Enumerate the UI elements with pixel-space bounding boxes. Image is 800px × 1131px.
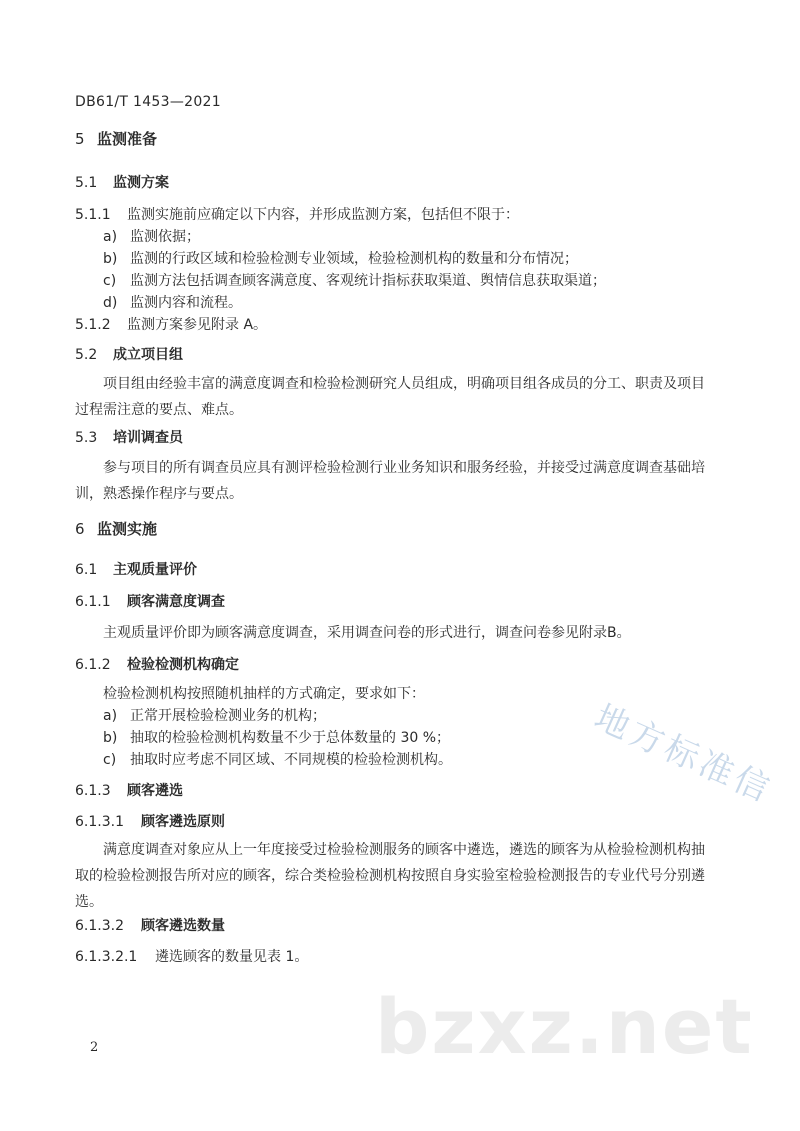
list-marker: d) bbox=[103, 295, 118, 311]
section-title: 检验检测机构确定 bbox=[127, 657, 239, 673]
section-number: 6.1 bbox=[75, 562, 98, 578]
section-5-heading bbox=[75, 129, 157, 149]
section-5-2-heading bbox=[75, 345, 183, 365]
list-item-text: 抽取的检验检测机构数量不少于总体数量的 30 %； bbox=[130, 730, 451, 746]
list-marker: b) bbox=[103, 730, 118, 746]
clause-number: 6.1.3.2.1 bbox=[75, 949, 138, 965]
section-number: 6.1.3.1 bbox=[75, 814, 124, 830]
clause-5-1-2 bbox=[75, 315, 267, 335]
watermark-site: bzxz.net bbox=[375, 982, 754, 1071]
section-number: 6.1.1 bbox=[75, 594, 111, 610]
section-number: 6 bbox=[75, 520, 85, 538]
list-item-text: 监测内容和流程。 bbox=[130, 295, 242, 311]
list-item-text: 正常开展检验检测业务的机构； bbox=[130, 708, 326, 724]
section-title: 顾客遴选数量 bbox=[141, 918, 225, 934]
section-number: 6.1.3 bbox=[75, 783, 111, 799]
list-item bbox=[103, 227, 200, 247]
section-6-1-3-heading bbox=[75, 781, 183, 801]
section-number: 6.1.2 bbox=[75, 657, 111, 673]
clause-text: 遴选顾客的数量见表 1。 bbox=[155, 949, 309, 965]
clause-text: 监测方案参见附录 A。 bbox=[127, 317, 268, 333]
section-title: 监测实施 bbox=[97, 520, 158, 538]
section-6-heading bbox=[75, 519, 157, 539]
paragraph: 参与项目的所有调查员应具有测评检验检测行业业务知识和服务经验，并接受过满意度调查基础培训，熟悉操作程序与要点。 bbox=[75, 460, 705, 502]
section-title: 顾客满意度调查 bbox=[127, 594, 225, 610]
section-6-1-heading bbox=[75, 560, 197, 580]
section-title: 主观质量评价 bbox=[113, 562, 197, 578]
section-title: 成立项目组 bbox=[113, 347, 183, 363]
list-item bbox=[103, 293, 242, 313]
section-6-1-3-1-heading bbox=[75, 812, 225, 832]
section-title: 培训调查员 bbox=[113, 430, 183, 446]
list-item bbox=[103, 271, 606, 291]
section-title: 监测准备 bbox=[97, 130, 158, 148]
section-6-1-1-heading bbox=[75, 592, 225, 612]
list-marker: c) bbox=[103, 273, 117, 289]
list-item-text: 监测的行政区域和检验检测专业领域，检验检测机构的数量和分布情况； bbox=[130, 251, 578, 267]
section-number: 6.1.3.2 bbox=[75, 918, 124, 934]
section-5-1-heading bbox=[75, 173, 169, 193]
clause-number: 5.1.2 bbox=[75, 317, 111, 333]
paragraph: 项目组由经验丰富的满意度调查和检验检测研究人员组成，明确项目组各成员的分工、职责及项目过程需注意的要点、难点。 bbox=[75, 376, 705, 418]
list-marker: a) bbox=[103, 708, 118, 724]
clause-text: 监测实施前应确定以下内容，并形成监测方案，包括但不限于： bbox=[127, 207, 519, 223]
list-item-text: 监测依据； bbox=[130, 229, 200, 245]
section-number: 5.3 bbox=[75, 430, 98, 446]
clause-text: 检验检测机构按照随机抽样的方式确定，要求如下： bbox=[103, 686, 425, 702]
page-number: 2 bbox=[90, 1040, 99, 1055]
list-item bbox=[103, 750, 452, 770]
section-6-1-3-2-heading bbox=[75, 916, 225, 936]
list-marker: c) bbox=[103, 752, 117, 768]
clause-6-1-3-2-1 bbox=[75, 947, 308, 967]
section-6-1-2-heading bbox=[75, 655, 239, 675]
clause-5-1-1 bbox=[75, 205, 519, 225]
document-code: DB61/T 1453—2021 bbox=[75, 94, 221, 110]
section-title: 监测方案 bbox=[113, 175, 169, 191]
list-item bbox=[103, 728, 450, 748]
section-number: 5 bbox=[75, 130, 85, 148]
list-item-text: 监测方法包括调查顾客满意度、客观统计指标获取渠道、舆情信息获取渠道； bbox=[130, 273, 606, 289]
section-5-3-heading bbox=[75, 428, 183, 448]
section-title: 顾客遴选原则 bbox=[141, 814, 225, 830]
paragraph: 主观质量评价即为顾客满意度调查，采用调查问卷的形式进行，调查问卷参见附录B。 bbox=[103, 625, 631, 641]
clause-number: 5.1.1 bbox=[75, 207, 111, 223]
list-item bbox=[103, 249, 578, 269]
list-marker: a) bbox=[103, 229, 118, 245]
list-item-text: 抽取时应考虑不同区域、不同规模的检验检测机构。 bbox=[130, 752, 452, 768]
list-marker: b) bbox=[103, 251, 118, 267]
section-title: 顾客遴选 bbox=[127, 783, 183, 799]
paragraph: 满意度调查对象应从上一年度接受过检验检测服务的顾客中遴选，遴选的顾客为从检验检测机构抽取的检验检测报告所对应的顾客，综合类检验检测机构按照自身实验室检验检测报告的专业代号分别遴选。 bbox=[75, 842, 705, 910]
watermark-stamp: 地方标准信 bbox=[588, 697, 779, 812]
section-number: 5.1 bbox=[75, 175, 98, 191]
section-number: 5.2 bbox=[75, 347, 98, 363]
list-item bbox=[103, 706, 326, 726]
